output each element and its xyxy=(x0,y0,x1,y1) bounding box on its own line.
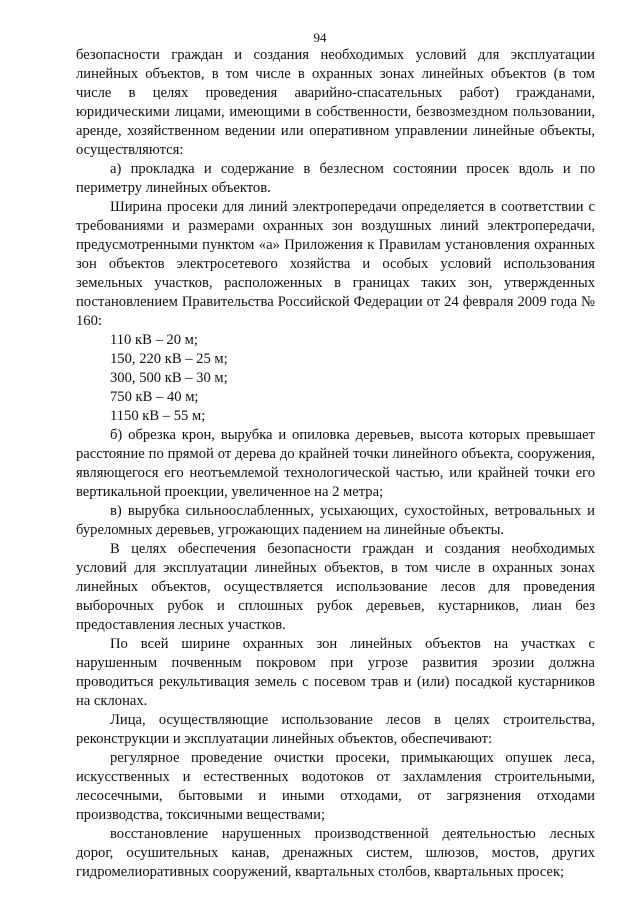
paragraph-item-b: б) обрезка крон, вырубка и опиловка деревьев, высота которых превышает расстояние по прямой от дерева до крайней точки линейного объекта, сооружения, являющегося его неотъемлемой технологической частью, или крайней точки его вертикальной проекции, увеличенное на 2 метра; xyxy=(76,427,595,500)
paragraph-cleaning: регулярное проведение очистки просеки, примыкающих опушек леса, искусственных и естественных водотоков от захламления строительными, лесосечными, бытовыми и иными отходами, от загрязнения отходами производства, токсичными веществами; xyxy=(76,750,595,823)
paragraph-safety: В целях обеспечения безопасности граждан и создания необходимых условий для эксплуатации линейных объектов, в том числе в охранных зонах линейных объектов, осуществляется использование лесов для проведения выборочных рубок и сплошных рубок деревьев, кустарников, лиан без предоставления лесных участков. xyxy=(76,541,595,633)
voltage-list-item: 750 кВ – 40 м; xyxy=(110,389,199,405)
voltage-list-item: 1150 кВ – 55 м; xyxy=(110,408,206,424)
page-number: 94 xyxy=(313,30,327,45)
paragraph-width-rule: Ширина просеки для линий электропередачи определяется в соответствии с требованиями и размерами охранных зон воздушных линий электропередачи, предусмотренными пунктом «а» Приложения к Правилам установления охранных зон объектов электросетевого хозяйства и особых условий использования земельных участков, расположенных в границах таких зон, утвержденных постановлением Правительства Российской Федерации от 24 февраля 2009 года № 160: xyxy=(76,199,595,329)
paragraph-continuation: безопасности граждан и создания необходимых условий для эксплуатации линейных объектов, в том числе в охранных зонах линейных объектов (в том числе в целях проведения аварийно-спасательных работ) гражданами, юридическими лицами, имеющими в собственности, безвозмездном пользовании, аренде, хозяйственном ведении или оперативном управлении линейные объекты, осуществляются: xyxy=(76,47,595,158)
document-body xyxy=(76,46,595,882)
paragraph-obligations: Лица, осуществляющие использование лесов в целях строительства, реконструкции и эксплуатации линейных объектов, обеспечивают: xyxy=(76,712,595,747)
voltage-list xyxy=(76,331,595,426)
voltage-list-item: 150, 220 кВ – 25 м; xyxy=(110,351,228,367)
voltage-list-item: 110 кВ – 20 м; xyxy=(110,332,198,348)
paragraph-item-v: в) вырубка сильноослабленных, усыхающих, сухостойных, ветровальных и буреломных деревьев, угрожающих падением на линейные объекты. xyxy=(76,503,595,538)
paragraph-restoration: восстановление нарушенных производственной деятельностью лесных дорог, осушительных канав, дренажных систем, шлюзов, мостов, других гидромелиоративных сооружений, квартальных столбов, квартальных просек; xyxy=(76,826,595,880)
paragraph-recultivation: По всей ширине охранных зон линейных объектов на участках с нарушенным почвенным покровом при угрозе развития эрозии должна проводиться рекультивация земель с посевом трав и (или) посадкой кустарников на склонах. xyxy=(76,636,595,709)
voltage-list-item: 300, 500 кВ – 30 м; xyxy=(110,370,228,386)
paragraph-item-a: а) прокладка и содержание в безлесном состоянии просек вдоль и по периметру линейных объектов. xyxy=(76,161,595,196)
